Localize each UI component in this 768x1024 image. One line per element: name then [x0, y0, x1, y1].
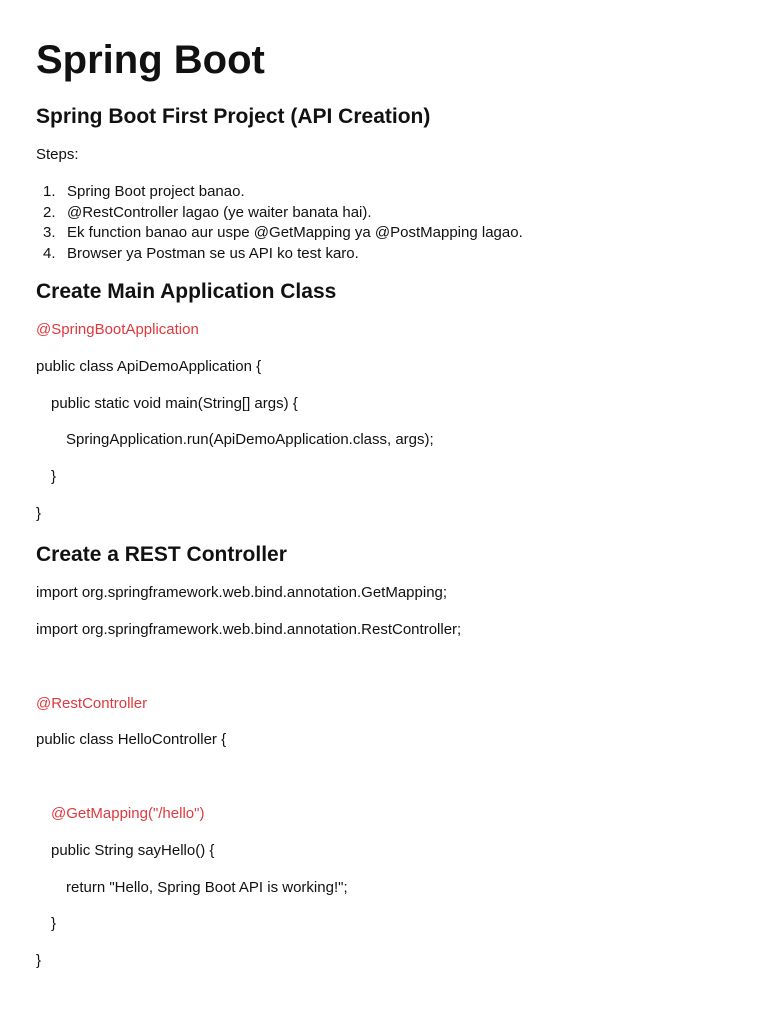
- list-item: [36, 244, 523, 265]
- list-number: 3.: [43, 224, 56, 242]
- list-number: 4.: [43, 245, 56, 263]
- code-close-brace-method: }: [51, 468, 57, 485]
- steps-label: Steps:: [36, 146, 79, 163]
- code-import-getmapping: import org.springframework.web.bind.annotation.GetMapping;: [36, 584, 448, 601]
- list-item: [36, 203, 523, 224]
- list-item-text: Spring Boot project banao.: [67, 183, 245, 200]
- section-heading-first-project: Spring Boot First Project (API Creation): [36, 105, 431, 128]
- code-close-brace-class: }: [36, 952, 42, 969]
- code-annotation-getmapping: @GetMapping("/hello"): [51, 805, 205, 822]
- list-item: [36, 182, 523, 203]
- list-item: [36, 223, 523, 244]
- code-class-declaration: public class ApiDemoApplication {: [36, 358, 262, 375]
- list-number: 2.: [43, 203, 56, 221]
- section-heading-rest-controller: Create a REST Controller: [36, 543, 287, 566]
- page-title: Spring Boot: [36, 38, 265, 82]
- code-main-method-declaration: public static void main(String[] args) {: [51, 395, 298, 412]
- code-return-statement: return "Hello, Spring Boot API is working!";: [66, 879, 348, 896]
- code-run-statement: SpringApplication.run(ApiDemoApplication.class, args);: [66, 431, 434, 448]
- code-annotation-spring-boot-application: @SpringBootApplication: [36, 321, 199, 338]
- steps-list: [36, 182, 523, 265]
- section-heading-main-class: Create Main Application Class: [36, 280, 337, 303]
- code-controller-class-declaration: public class HelloController {: [36, 731, 227, 748]
- list-number: 1.: [43, 183, 56, 200]
- code-annotation-rest-controller: @RestController: [36, 695, 148, 712]
- code-method-declaration: public String sayHello() {: [51, 842, 215, 859]
- list-item-text: @RestController lagao (ye waiter banata hai).: [67, 203, 372, 221]
- code-import-restcontroller: import org.springframework.web.bind.annotation.RestController;: [36, 621, 462, 638]
- list-item-text: Browser ya Postman se us API ko test karo.: [67, 245, 359, 263]
- code-close-brace-method: }: [51, 915, 57, 932]
- list-item-text: Ek function banao aur uspe @GetMapping ya @PostMapping lagao.: [67, 224, 523, 242]
- code-close-brace-class: }: [36, 505, 42, 522]
